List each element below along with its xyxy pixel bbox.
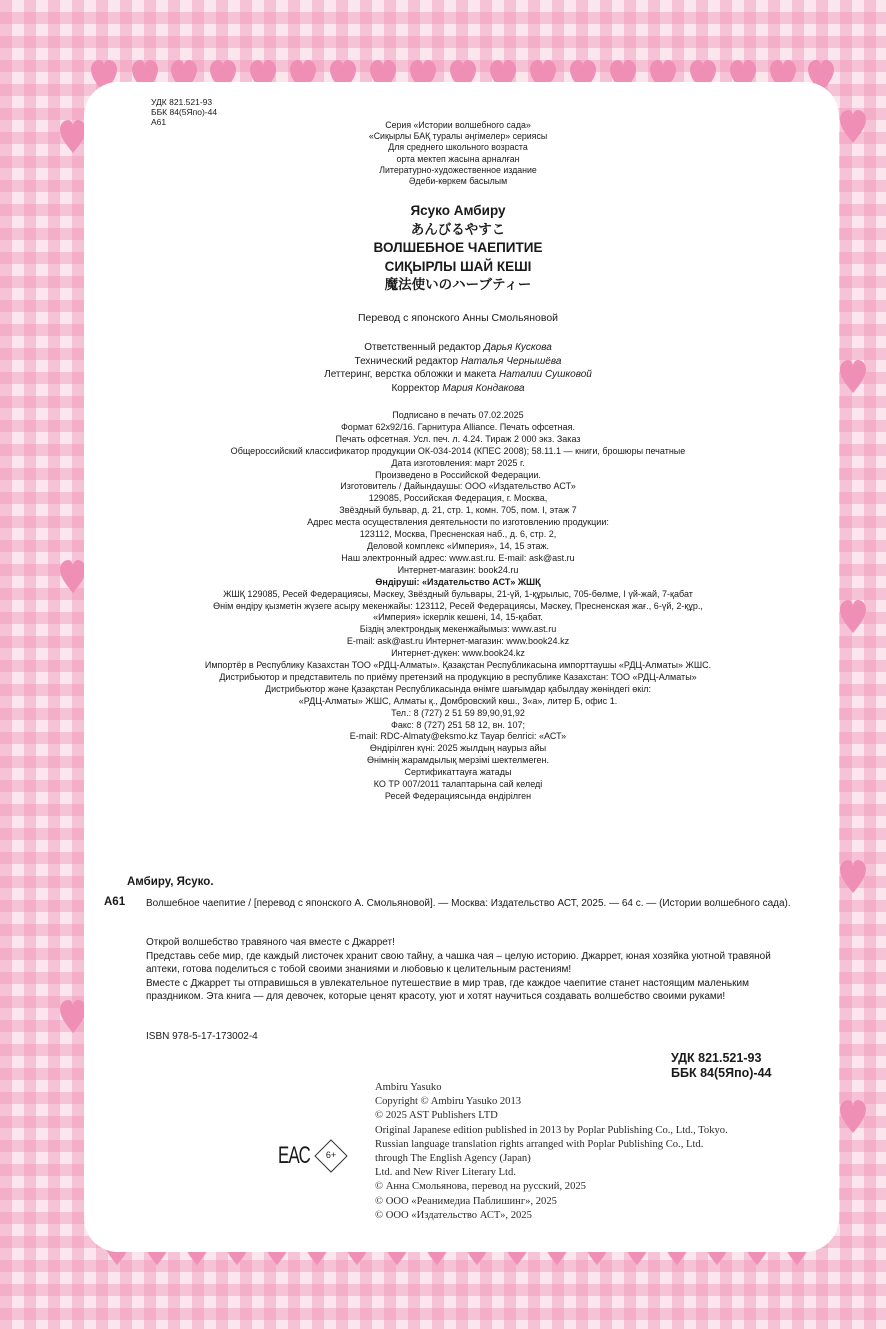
imprint-line: Наш электронный адрес: www.ast.ru. E-mail: ask@ast.ru — [341, 552, 575, 564]
bibliographic-entry — [146, 897, 798, 910]
title-block — [140, 202, 776, 295]
heart-icon — [840, 600, 866, 634]
annotation-block — [146, 950, 798, 976]
heart-icon — [60, 560, 86, 594]
imprint-line: E-mail: RDC-Almaty@eksmo.kz Тауар белгісі: «АСТ» — [349, 731, 567, 743]
imprint-line: 129085, Российская Федерация, г. Москва, — [368, 493, 548, 505]
editor-name: Наталья Чернышёва — [460, 355, 562, 367]
copyright-line: through The English Agency (Japan) — [375, 1153, 531, 1165]
imprint-line: Звёздный бульвар, д. 21, стр. 1, комн. 705, пом. I, этаж 7 — [339, 505, 577, 517]
udk-bottom-block — [671, 1051, 772, 1081]
copyright-line: Copyright © Ambiru Yasuko 2013 — [375, 1096, 522, 1108]
bbk-line: ББК 84(5Япо)-44 — [151, 107, 218, 117]
imprint-line: Адрес места осуществления деятельности по изготовлению продукции: — [307, 517, 609, 529]
author-mark-line: А61 — [151, 117, 167, 127]
imprint-block — [159, 410, 757, 803]
series-line: орта мектеп жасына арналған — [396, 153, 520, 164]
imprint-line: Интернет-магазин: book24.ru — [397, 564, 519, 576]
editor-line — [140, 341, 776, 355]
imprint-line: Изготовитель / Дайындаушы: ООО «Издательство АСТ» — [340, 481, 576, 493]
imprint-line: «Империя» іскерлік кешені, 14, 15-қабат. — [373, 612, 543, 624]
imprint-line: Тел.: 8 (727) 2 51 59 89,90,91,92 — [391, 707, 525, 719]
udk-line: УДК 821.521-93 — [151, 97, 213, 107]
copyright-line: Ambiru Yasuko — [375, 1082, 442, 1093]
copyright-line: © ООО «Издательство АСТ», 2025 — [375, 1209, 532, 1221]
imprint-line: Сертификаттауға жатады — [404, 767, 512, 779]
catalog-author: Амбиру, Ясуко. — [127, 876, 214, 888]
isbn: ISBN 978-5-17-173002-4 — [146, 1031, 258, 1042]
copyright-line: © 2025 AST Publishers LTD — [375, 1110, 498, 1122]
imprint-line: «РДЦ-Алматы» ЖШС, Алматы қ., Домбровский көш., 3«а», литер Б, офис 1. — [298, 695, 618, 707]
imprint-line: ЖШҚ 129085, Ресей Федерациясы, Мәскеу, Звёздный бульвары, 21-үй, 1-құрылыс, 705-бөлме, I үй-жай, 7-қабат — [223, 588, 693, 600]
imprint-line: Подписано в печать 07.02.2025 — [392, 410, 524, 421]
editor-role: Корректор — [391, 382, 440, 394]
series-line: Серия «Истории волшебного сада» — [385, 120, 531, 130]
editor-name: Мария Кондакова — [442, 382, 525, 394]
bbk-line: ББК 84(5Япо)-44 — [671, 1066, 772, 1080]
translation-credit: Перевод с японского Анны Смольяновой — [357, 312, 559, 324]
book-title-japanese: 魔法使いのハーブティー — [384, 277, 532, 292]
copyright-block — [375, 1081, 728, 1223]
udk-line: УДК 821.521-93 — [671, 1051, 762, 1065]
series-block — [140, 120, 776, 187]
imprint-line: Өнім өндіру қызметін жүзеге асыру мекенжайы: 123112, Ресей Федерациясы, Мәскеу, Пресненская жағ., 6-үй, 2-құр., — [213, 600, 703, 612]
annotation-block — [146, 936, 798, 949]
imprint-line: Дистрибьютор и представитель по приёму претензий на продукцию в республике Казахстан: ТОО «РДЦ-Алматы» — [219, 671, 697, 683]
copyright-line: Russian language translation rights arranged with Poplar Publishing Co., Ltd. — [375, 1138, 704, 1150]
series-line: Әдеби-көркем басылым — [408, 176, 508, 187]
imprint-line: Дата изготовления: март 2025 г. — [391, 457, 525, 469]
editor-name: Дарья Кускова — [483, 342, 552, 353]
author-name: Ясуко Амбиру — [410, 203, 506, 218]
catalog-code: А61 — [104, 896, 126, 908]
imprint-line: Өндіруші: «Издательство АСТ» ЖШҚ — [375, 576, 541, 588]
annotation-paragraph: Вместе с Джаррет ты отправишься в увлекательное путешествие в мир трав, где каждое чаепитие станет настоящим маленьким праздником. Эта книга — для девочек, которые ценят красоту, уют и хотят научиться создавать волшебство своими руками! — [146, 978, 749, 1003]
annotation-block — [146, 977, 798, 1003]
book-title-russian: ВОЛШЕБНОЕ ЧАЕПИТИЕ — [373, 240, 543, 255]
imprint-line: E-mail: ask@ast.ru Интернет-магазин: www.book24.kz — [346, 636, 570, 648]
imprint-line: Произведено в Российской Федерации. — [375, 469, 541, 481]
series-line: Для среднего школьного возраста — [388, 142, 528, 153]
imprint-line: Формат 62x92/16. Гарнитура Alliance. Печать офсетная. — [340, 421, 576, 433]
imprint-line: Импортёр в Республику Казахстан ТОО «РДЦ-Алматы». Қазақстан Республикасына импорттаушы «РДЦ-Алматы» ЖШС. — [204, 660, 712, 672]
imprint-line: 123112, Москва, Пресненская наб., д. 6, стр. 2, — [359, 529, 557, 541]
editor-role: Леттеринг, верстка обложки и макета — [324, 369, 497, 381]
heart-icon — [60, 1000, 86, 1034]
imprint-line: Ресей Федерациясында өндірілген — [384, 791, 532, 802]
imprint-line: Факс: 8 (727) 251 58 12, вн. 107; — [390, 719, 525, 731]
imprint-line: Деловой комплекс «Империя», 14, 15 этаж. — [366, 540, 550, 552]
copyright-line: Original Japanese edition published in 2013 by Poplar Publishing Co., Ltd., Tokyo. — [375, 1124, 728, 1136]
series-line: Литературно-художественное издание — [379, 164, 537, 175]
copyright-line: Ltd. and New River Literary Ltd. — [375, 1167, 516, 1179]
copyright-line: © ООО «Реанимедиа Паблишинг», 2025 — [375, 1195, 557, 1207]
bibliographic-text: Волшебное чаепитие / [перевод с японского А. Смольяновой]. — Москва: Издательство АСТ, 2025. — 64 с. — (Истории волшебного сада). — [146, 898, 791, 909]
copyright-line: © Анна Смольянова, перевод на русский, 2025 — [375, 1181, 586, 1193]
heart-icon — [840, 1100, 866, 1134]
imprint-line: КО ТР 007/2011 талаптарына сай келеді — [373, 779, 543, 791]
author-name-japanese: あんびるやすこ — [410, 221, 506, 237]
book-title-kazakh: СИҚЫРЛЫ ШАЙ КЕШІ — [384, 258, 532, 274]
heart-icon — [840, 360, 866, 394]
editor-line — [140, 368, 776, 382]
editor-role: Технический редактор — [354, 355, 459, 367]
editor-name: Наталии Сушковой — [499, 369, 592, 381]
heart-icon — [840, 860, 866, 894]
heart-icon — [60, 120, 86, 154]
imprint-line: Өндірілген күні: 2025 жылдың наурыз айы — [369, 743, 547, 755]
editors-block — [140, 341, 776, 395]
annotation-paragraph: Представь себе мир, где каждый листочек хранит свою тайну, а чашка чая – целую историю. Джаррет, юная хозяйка уютной травяной аптеки, готова поделиться с тобой своими знаниями и любовью к целительным растениям! — [146, 951, 771, 976]
imprint-line: Интернет-дүкен: www.book24.kz — [391, 648, 525, 660]
imprint-line: Печать офсетная. Усл. печ. л. 4.24. Тираж 2 000 экз. Заказ — [335, 433, 581, 445]
imprint-line: Біздің электрондық мекенжайымыз: www.ast.ru — [359, 624, 557, 636]
imprint-line: Дистрибьютор және Қазақстан Республикасында өнімге шағымдар қабылдау жөніндегі өкіл: — [264, 683, 652, 695]
imprint-line: Общероссийский классификатор продукции ОК-034-2014 (КПЕС 2008); 58.11.1 — книги, брошюры печатные — [230, 445, 686, 457]
editor-line — [140, 382, 776, 396]
eac-icon: ЕАС — [278, 1142, 311, 1169]
series-line: «Сиқырлы БАҚ туралы әңгімелер» сериясы — [368, 131, 548, 142]
editor-line — [140, 355, 776, 369]
annotation-paragraph: Открой волшебство травяного чая вместе с Джаррет! — [146, 937, 395, 948]
heart-icon — [840, 110, 866, 144]
editor-role: Ответственный редактор — [364, 342, 481, 353]
imprint-line: Өнімнің жарамдылық мерзімі шектелмеген. — [367, 755, 549, 767]
age-rating-label: 6+ — [325, 1150, 337, 1160]
